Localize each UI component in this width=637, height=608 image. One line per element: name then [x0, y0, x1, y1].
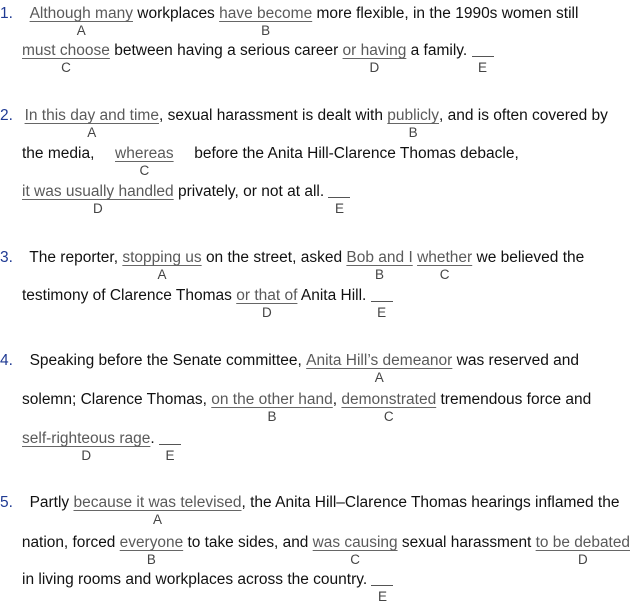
answer-blank-e[interactable] — [159, 429, 181, 463]
question-3-line-2 — [0, 286, 637, 320]
sentence-text: sexual harassment — [401, 534, 532, 551]
question-1-line-2 — [0, 41, 637, 75]
sentence-text: to take sides, and — [187, 534, 309, 551]
sentence-text: , the Anita Hill–Clarence Thomas hearings inflamed the — [241, 494, 620, 511]
sentence-text: Partly — [29, 494, 70, 511]
option-c-text[interactable]: was causing C — [312, 534, 398, 567]
sentence-text: before the Anita Hill-Clarence Thomas debacle, — [194, 145, 519, 162]
question-2-line-2 — [0, 144, 637, 178]
option-d-text[interactable]: or having D — [342, 42, 407, 75]
question-number: 3. — [0, 249, 13, 266]
answer-blank-e[interactable] — [472, 41, 494, 75]
question-2-line-1 — [0, 106, 637, 140]
question-number: 2. — [0, 107, 13, 124]
sentence-text: in living rooms and workplaces across the country. — [22, 571, 368, 588]
question-1-line-1 — [0, 4, 637, 38]
question-5-line-3 — [0, 570, 637, 604]
sentence-text: more flexible, in the 1990s women still — [316, 5, 579, 22]
option-b-text[interactable]: have become B — [219, 5, 313, 38]
sentence-text: between having a serious career — [114, 42, 339, 59]
option-d-label: D — [369, 60, 380, 75]
question-number: 5. — [0, 494, 13, 511]
sentence-text: solemn; Clarence Thomas, — [22, 391, 207, 408]
option-b-text[interactable]: everyone B — [119, 534, 184, 567]
sentence-text: privately, or not at all. — [177, 183, 325, 200]
option-c-text[interactable]: whether C — [417, 249, 473, 282]
option-b-text[interactable]: Bob and I B — [346, 249, 413, 282]
question-number: 4. — [0, 352, 13, 369]
option-d-label: D — [577, 552, 588, 567]
option-a-label: A — [87, 125, 97, 140]
sentence-text: testimony of Clarence Thomas — [22, 287, 232, 304]
option-c-text[interactable]: must choose C — [22, 42, 110, 75]
option-c-text[interactable]: demonstrated C — [341, 391, 437, 424]
option-a-text[interactable]: Anita Hill’s demeanor A — [306, 352, 453, 385]
option-d-text[interactable]: to be debated D — [535, 534, 630, 567]
option-e-label: E — [165, 448, 175, 463]
question-5-line-2 — [0, 533, 634, 567]
sentence-text: workplaces — [137, 5, 215, 22]
sentence-text: tremendous force and — [440, 391, 592, 408]
option-c-text[interactable]: whereas C — [115, 145, 174, 178]
option-e-label: E — [377, 305, 387, 320]
option-a-text[interactable]: because it was televised A — [73, 494, 242, 527]
option-a-label: A — [157, 267, 167, 282]
option-a-label: A — [374, 370, 384, 385]
option-e-label: E — [377, 589, 387, 604]
sentence-text: , and is often covered by — [439, 107, 608, 124]
question-4-line-3 — [0, 429, 637, 463]
option-d-label: D — [81, 448, 92, 463]
question-2-line-3 — [0, 182, 637, 216]
sentence-text: The reporter, — [29, 249, 119, 266]
sentence-text: on the street, asked — [205, 249, 343, 266]
question-3-line-1 — [0, 248, 637, 282]
option-b-text[interactable]: on the other hand B — [211, 391, 333, 424]
option-c-label: C — [139, 163, 150, 178]
option-a-text[interactable]: In this day and time A — [24, 107, 159, 140]
option-b-label: B — [267, 409, 277, 424]
sentence-text: . — [150, 430, 155, 447]
option-b-label: B — [146, 552, 156, 567]
sentence-text: was reserved and — [456, 352, 579, 369]
question-number: 1. — [0, 5, 13, 22]
option-b-label: B — [375, 267, 385, 282]
option-c-label: C — [383, 409, 394, 424]
option-a-text[interactable]: Although many A — [29, 5, 133, 38]
sentence-text: , sexual harassment is dealt with — [158, 107, 383, 124]
option-a-text[interactable]: stopping us A — [122, 249, 202, 282]
option-d-text[interactable]: it was usually handled D — [22, 183, 174, 216]
question-4-line-2: solemn; Clarence Thomas, on the other hand B , demonstrated C tremendous force and — [22, 391, 592, 424]
sentence-text: a family. — [410, 42, 468, 59]
option-b-label: B — [408, 125, 418, 140]
option-c-label: C — [439, 267, 450, 282]
answer-blank-e[interactable] — [371, 570, 393, 604]
option-d-text[interactable]: self-righteous rage D — [22, 430, 151, 463]
answer-blank-e[interactable] — [371, 286, 393, 320]
sentence-text: nation, forced — [21, 534, 116, 551]
option-e-label: E — [334, 201, 344, 216]
option-b-text[interactable]: publicly B — [387, 107, 439, 140]
question-4-line-1 — [0, 351, 637, 385]
option-d-label: D — [92, 201, 103, 216]
option-d-label: D — [261, 305, 272, 320]
option-a-label: A — [76, 23, 86, 38]
sentence-text: we believed the — [476, 249, 585, 266]
option-c-label: C — [350, 552, 360, 567]
option-b-label: B — [261, 23, 271, 38]
answer-blank-e[interactable] — [328, 182, 350, 216]
question-5-line-1 — [0, 493, 637, 527]
sentence-text: Speaking before the Senate committee, — [29, 352, 302, 369]
sentence-text: the media, — [22, 145, 95, 162]
option-d-text[interactable]: or that of D — [236, 287, 298, 320]
option-a-label: A — [152, 512, 163, 527]
sentence-text: Anita Hill. — [300, 287, 367, 304]
option-c-label: C — [61, 60, 71, 75]
option-e-label: E — [477, 60, 488, 75]
